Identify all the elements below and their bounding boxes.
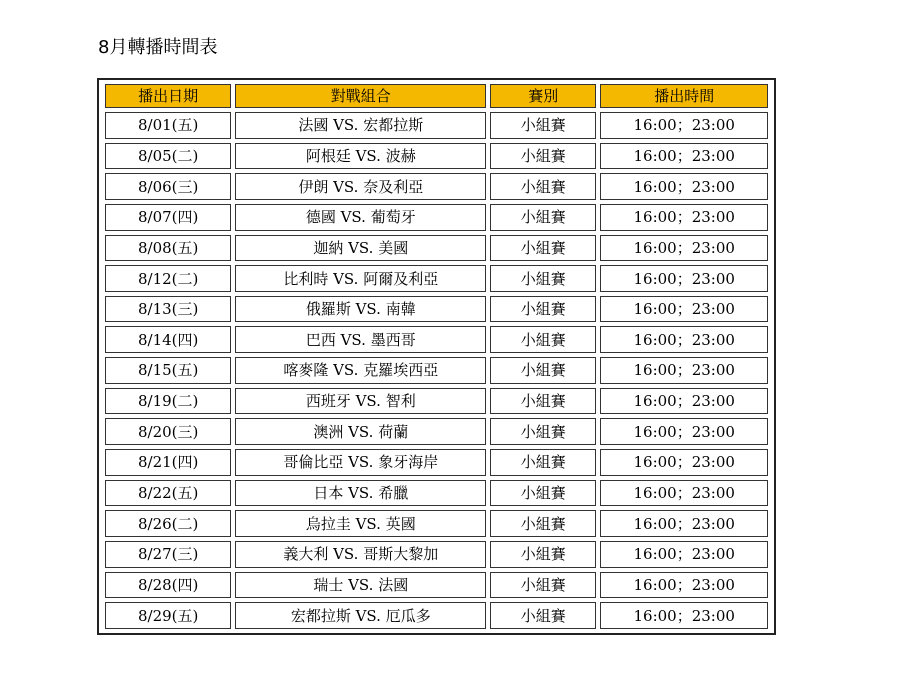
date-cell: 8/15(五) (105, 357, 231, 384)
time-cell: 16:00；23:00 (600, 602, 768, 629)
type-cell: 小組賽 (490, 510, 596, 537)
table-row (105, 173, 768, 200)
date-cell: 8/06(三) (105, 173, 231, 200)
date-cell: 8/29(五) (105, 602, 231, 629)
match-cell: 巴西 VS. 墨西哥 (235, 326, 486, 353)
match-cell: 烏拉圭 VS. 英國 (235, 510, 486, 537)
match-cell: 伊朗 VS. 奈及利亞 (235, 173, 486, 200)
date-cell: 8/07(四) (105, 204, 231, 231)
table-row (105, 388, 768, 415)
table-row (105, 572, 768, 599)
table-row (105, 143, 768, 170)
date-cell: 8/13(三) (105, 296, 231, 323)
time-cell: 16:00；23:00 (600, 235, 768, 262)
type-cell: 小組賽 (490, 204, 596, 231)
match-cell: 義大利 VS. 哥斯大黎加 (235, 541, 486, 568)
time-cell: 16:00；23:00 (600, 326, 768, 353)
date-cell: 8/20(三) (105, 418, 231, 445)
time-cell: 16:00；23:00 (600, 357, 768, 384)
table-row (105, 510, 768, 537)
type-cell: 小組賽 (490, 265, 596, 292)
match-cell: 澳洲 VS. 荷蘭 (235, 418, 486, 445)
time-cell: 16:00；23:00 (600, 204, 768, 231)
date-cell: 8/26(二) (105, 510, 231, 537)
type-cell: 小組賽 (490, 326, 596, 353)
date-cell: 8/05(二) (105, 143, 231, 170)
type-cell: 小組賽 (490, 541, 596, 568)
table-row (105, 326, 768, 353)
date-cell: 8/28(四) (105, 572, 231, 599)
header-date: 播出日期 (105, 84, 231, 108)
time-cell: 16:00；23:00 (600, 143, 768, 170)
time-cell: 16:00；23:00 (600, 265, 768, 292)
date-cell: 8/12(二) (105, 265, 231, 292)
type-cell: 小組賽 (490, 572, 596, 599)
time-cell: 16:00；23:00 (600, 418, 768, 445)
match-cell: 宏都拉斯 VS. 厄瓜多 (235, 602, 486, 629)
type-cell: 小組賽 (490, 173, 596, 200)
match-cell: 法國 VS. 宏都拉斯 (235, 112, 486, 139)
match-cell: 瑞士 VS. 法國 (235, 572, 486, 599)
table-row (105, 204, 768, 231)
type-cell: 小組賽 (490, 296, 596, 323)
match-cell: 日本 VS. 希臘 (235, 480, 486, 507)
date-cell: 8/08(五) (105, 235, 231, 262)
time-cell: 16:00；23:00 (600, 572, 768, 599)
match-cell: 阿根廷 VS. 波赫 (235, 143, 486, 170)
header-match: 對戰組合 (235, 84, 486, 108)
time-cell: 16:00；23:00 (600, 449, 768, 476)
table-row (105, 265, 768, 292)
type-cell: 小組賽 (490, 388, 596, 415)
match-cell: 俄羅斯 VS. 南韓 (235, 296, 486, 323)
match-cell: 哥倫比亞 VS. 象牙海岸 (235, 449, 486, 476)
type-cell: 小組賽 (490, 449, 596, 476)
time-cell: 16:00；23:00 (600, 480, 768, 507)
header-time: 播出時間 (600, 84, 768, 108)
header-type: 賽別 (490, 84, 596, 108)
type-cell: 小組賽 (490, 418, 596, 445)
type-cell: 小組賽 (490, 112, 596, 139)
time-cell: 16:00；23:00 (600, 388, 768, 415)
match-cell: 迦納 VS. 美國 (235, 235, 486, 262)
date-cell: 8/14(四) (105, 326, 231, 353)
type-cell: 小組賽 (490, 235, 596, 262)
time-cell: 16:00；23:00 (600, 510, 768, 537)
type-cell: 小組賽 (490, 143, 596, 170)
date-cell: 8/01(五) (105, 112, 231, 139)
time-cell: 16:00；23:00 (600, 173, 768, 200)
type-cell: 小組賽 (490, 602, 596, 629)
table-row (105, 357, 768, 384)
time-cell: 16:00；23:00 (600, 112, 768, 139)
table-row (105, 480, 768, 507)
date-cell: 8/21(四) (105, 449, 231, 476)
page-title: 8月轉播時間表 (98, 37, 218, 58)
date-cell: 8/22(五) (105, 480, 231, 507)
time-cell: 16:00；23:00 (600, 296, 768, 323)
match-cell: 德國 VS. 葡萄牙 (235, 204, 486, 231)
table-row (105, 235, 768, 262)
table-header-row (105, 84, 768, 108)
table-body (105, 112, 768, 629)
match-cell: 比利時 VS. 阿爾及利亞 (235, 265, 486, 292)
table-row (105, 296, 768, 323)
date-cell: 8/19(二) (105, 388, 231, 415)
table-row (105, 602, 768, 629)
match-cell: 西班牙 VS. 智利 (235, 388, 486, 415)
table-row (105, 418, 768, 445)
table-row (105, 112, 768, 139)
type-cell: 小組賽 (490, 357, 596, 384)
table-row (105, 541, 768, 568)
broadcast-schedule-table (97, 78, 776, 635)
match-cell: 喀麥隆 VS. 克羅埃西亞 (235, 357, 486, 384)
time-cell: 16:00；23:00 (600, 541, 768, 568)
table-row (105, 449, 768, 476)
date-cell: 8/27(三) (105, 541, 231, 568)
type-cell: 小組賽 (490, 480, 596, 507)
